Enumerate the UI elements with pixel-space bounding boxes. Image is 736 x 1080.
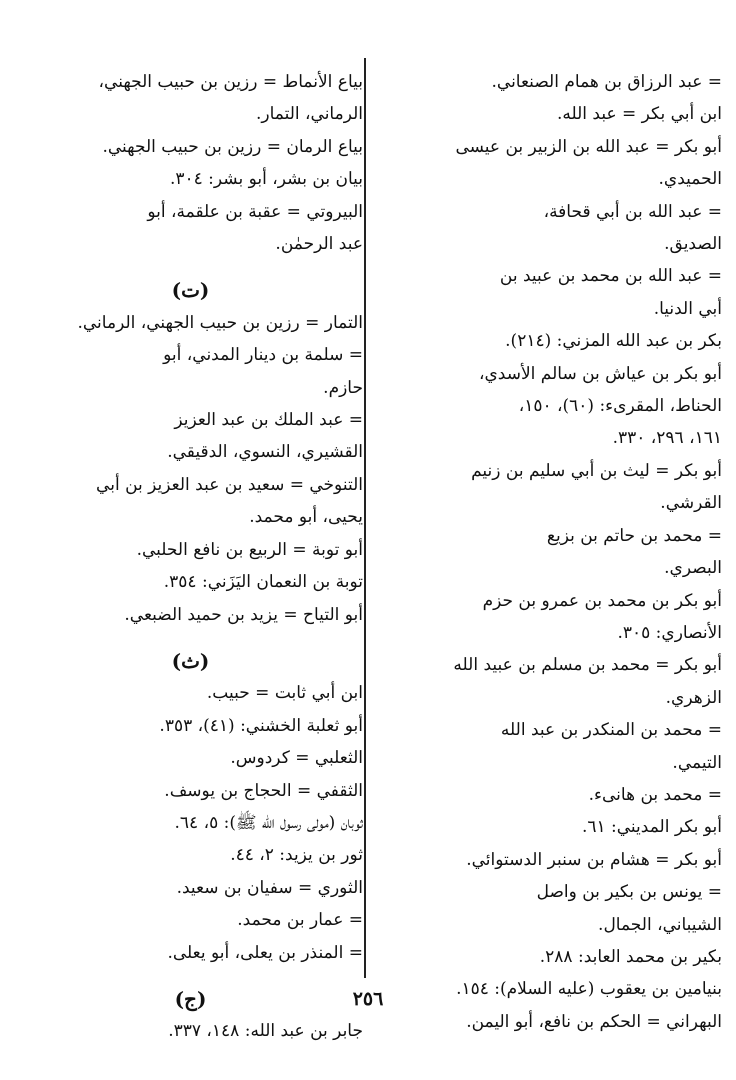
section-heading-ta: (ت) (171, 278, 210, 303)
index-line: = يونس بن بكير بن واصل (536, 882, 722, 903)
index-line: الشيباني، الجمال. (598, 914, 722, 935)
index-line: جابر بن عبد الله: ١٤٨، ٣٣٧. (168, 1021, 363, 1042)
index-line: = عبد الله بن محمد بن عبيد بن (499, 266, 722, 287)
index-line: بياع الرمان = رزين بن حبيب الجهني. (102, 136, 363, 157)
index-line: = محمد بن حاتم بن بزيع (546, 525, 722, 546)
index-line: يحيى، أبو محمد. (249, 507, 363, 528)
index-line: ثور بن يزيد: ٢، ٤٤. (230, 845, 363, 866)
index-line: الرماني، التمار. (255, 104, 363, 125)
index-line: ابن أبي ثابت = حبيب. (206, 683, 363, 704)
section-heading-tha: (ث) (171, 648, 210, 673)
index-line: التنوخي = سعيد بن عبد العزيز بن أبي (96, 474, 363, 495)
index-line: أبو التياح = يزيد بن حميد الضبعي. (124, 604, 363, 625)
index-line: حازم. (323, 377, 363, 398)
index-line: بكر بن عبد الله المزني: (٢١٤). (505, 331, 722, 352)
index-column-left (18, 66, 363, 1048)
index-line: الأنصاري: ٣٠٥. (617, 622, 722, 643)
index-line: أبو توبة = الربيع بن نافع الحلبي. (136, 539, 363, 560)
index-line: الحميدي. (658, 169, 722, 190)
index-line: الثعلبي = كردوس. (230, 748, 363, 769)
index-line: أبو بكر = هشام بن سنبر الدستوائي. (466, 849, 722, 870)
index-line: = سلمة بن دينار المدني، أبو (163, 345, 363, 366)
index-line: بياع الأنماط = رزين بن حبيب الجهني، (98, 72, 363, 92)
index-line: أبو بكر بن محمد بن عمرو بن حزم (482, 590, 722, 611)
index-line: الحناط، المقرىء: (٦٠)، ١٥٠، (518, 396, 722, 417)
index-line: القرشي. (660, 493, 722, 514)
index-line: = المنذر بن يعلى، أبو يعلى. (167, 942, 363, 963)
section-heading-jim: (ج) (174, 986, 207, 1011)
index-line: أبو بكر = ليث بن أبي سليم بن زنيم (471, 460, 722, 481)
index-line: القشيري، النسوي، الدقيقي. (167, 442, 363, 463)
index-column-right (376, 66, 722, 1038)
index-line: أبو بكر المديني: ٦١. (581, 817, 722, 838)
index-line: أبو بكر = محمد بن مسلم بن عبيد الله (453, 655, 722, 676)
index-line: الصديق. (664, 234, 722, 255)
index-line: = عبد الرزاق بن همام الصنعاني. (491, 72, 722, 92)
index-line: = عبد الملك بن عبد العزيز (174, 410, 363, 431)
index-line: أبو بكر بن عياش بن سالم الأسدي، (478, 363, 722, 384)
index-line: عبد الرحمٰن. (275, 234, 363, 255)
index-line: البيروتي = عقبة بن علقمة، أبو (147, 201, 363, 222)
index-line: البصري. (664, 558, 722, 579)
column-divider (364, 58, 366, 978)
index-line: ١٦١، ٢٩٦، ٣٣٠. (612, 428, 722, 449)
index-line: ثوبان (مولى رسول الله ﷺ): ٥، ٦٤. (174, 812, 363, 833)
index-line: ابن أبي بكر = عبد الله. (556, 104, 722, 125)
index-line: التيمي. (672, 752, 722, 773)
index-line: أبو بكر = عبد الله بن الزبير بن عيسى (455, 136, 722, 157)
index-line: توبة بن النعمان اليَزَني: ٣٥٤. (163, 572, 363, 593)
index-line: = عبد الله بن أبي قحافة، (543, 201, 722, 222)
index-line: بكير بن محمد العابد: ٢٨٨. (539, 946, 722, 967)
index-line: البهراني = الحكم بن نافع، أبو اليمن. (466, 1011, 722, 1032)
index-line: بنيامين بن يعقوب (عليه السلام): ١٥٤. (456, 979, 722, 1000)
index-line: الثقفي = الحجاج بن يوسف. (164, 780, 363, 801)
index-line: التمار = رزين بن حبيب الجهني، الرماني. (77, 312, 363, 333)
index-line: الثوري = سفيان بن سعيد. (176, 877, 363, 898)
page-number: ٢٥٦ (352, 988, 384, 1010)
index-line: بيان بن بشر، أبو بشر: ٣٠٤. (169, 169, 363, 190)
index-line: = عمار بن محمد. (237, 910, 363, 931)
index-line: أبو ثعلبة الخشني: (٤١)، ٣٥٣. (159, 715, 363, 736)
index-line: أبي الدنيا. (653, 298, 722, 319)
index-line: = محمد بن المنكدر بن عبد الله (500, 720, 722, 741)
index-line: = محمد بن هانىء. (588, 784, 722, 805)
index-line: الزهري. (665, 687, 722, 708)
